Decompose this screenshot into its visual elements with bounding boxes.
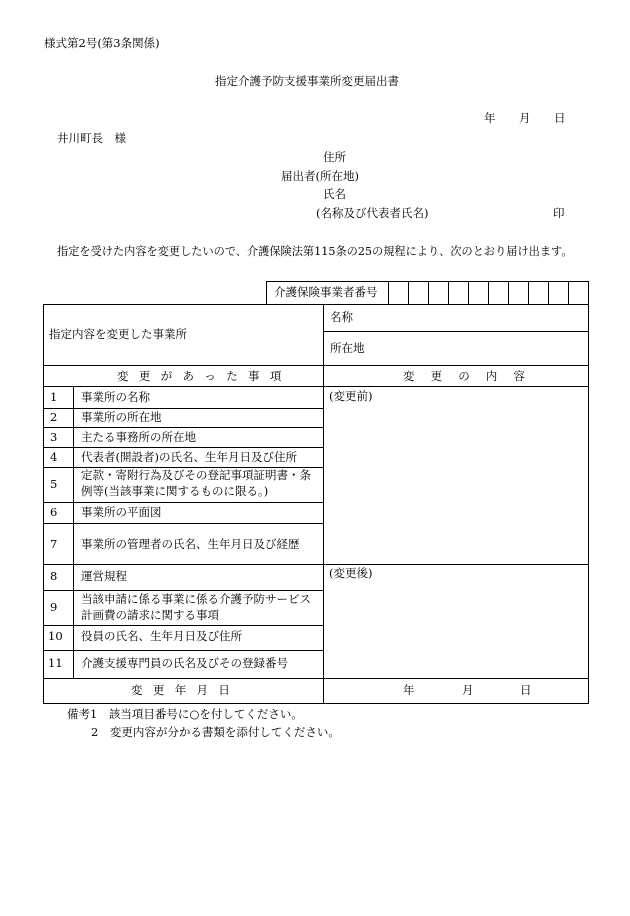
change-date-day: 日 [520, 683, 532, 697]
notifier-label: 届出者(所在地) [281, 169, 359, 183]
item-number: 3 [50, 430, 58, 444]
note-1: 備考1 該当項目番号に○を付してください。 [67, 707, 303, 721]
item-text: 代表者(開設者)の氏名、生年月日及び住所 [81, 450, 297, 464]
changed-office-label: 指定内容を変更した事業所 [49, 327, 187, 341]
note-2: 2 変更内容が分かる書類を添付してください。 [91, 725, 340, 739]
item-number: 4 [50, 450, 58, 464]
item-number: 11 [48, 656, 63, 670]
item-number: 5 [50, 477, 58, 491]
address-label: 住所 [323, 150, 346, 164]
name-label: 氏名 [323, 187, 346, 201]
item-text-line1: 定款・寄附行為及びその登記事項証明書・条 [81, 468, 311, 482]
statement: 指定を受けた内容を変更したいので、介護保険法第115条の25の規程により、次のとおり届け出ます。 [57, 245, 573, 258]
date-year: 年 [484, 111, 496, 125]
change-date-label: 変更年月日 [131, 683, 241, 697]
form-number: 様式第2号(第3条関係) [44, 36, 160, 50]
before-label: (変更前) [329, 389, 373, 403]
page-title: 指定介護予防支援事業所変更届出書 [215, 74, 399, 88]
item-text: 事業所の管理者の氏名、生年月日及び経歴 [81, 537, 300, 551]
office-name-field: 名称 [330, 310, 353, 324]
item-text-line2: 例等(当該事業に関するものに限る。) [81, 484, 269, 498]
representative-label: (名称及び代表者氏名) [316, 206, 429, 220]
after-label: (変更後) [329, 566, 373, 580]
item-number: 8 [50, 569, 58, 583]
item-text: 運営規程 [81, 569, 127, 583]
addressee: 井川町長 様 [57, 131, 126, 145]
item-number: 2 [50, 410, 58, 424]
date-day: 日 [554, 111, 566, 125]
item-text-line1: 当該申請に係る事業に係る介護予防サービス [81, 592, 311, 606]
content-header: 変更の内容 [403, 369, 541, 383]
item-number: 1 [50, 390, 58, 404]
item-number: 9 [50, 600, 58, 614]
seal-mark: 印 [553, 206, 565, 220]
office-location-field: 所在地 [330, 341, 365, 355]
item-number: 6 [50, 505, 58, 519]
insurer-number-label: 介護保険事業者番号 [274, 285, 378, 299]
item-number: 10 [48, 629, 63, 643]
item-text: 事業所の名称 [81, 390, 150, 404]
item-text-line2: 計画費の請求に関する事項 [81, 608, 219, 622]
item-text: 介護支援専門員の氏名及びその登録番号 [81, 656, 288, 670]
item-text: 役員の氏名、生年月日及び住所 [81, 629, 242, 643]
item-text: 主たる事務所の所在地 [81, 430, 196, 444]
date-month: 月 [519, 111, 531, 125]
item-text: 事業所の所在地 [81, 410, 162, 424]
change-date-month: 月 [462, 683, 474, 697]
change-date-year: 年 [403, 683, 415, 697]
item-number: 7 [50, 537, 58, 551]
items-header: 変更があった事項 [117, 369, 292, 383]
item-text: 事業所の平面図 [81, 505, 162, 519]
